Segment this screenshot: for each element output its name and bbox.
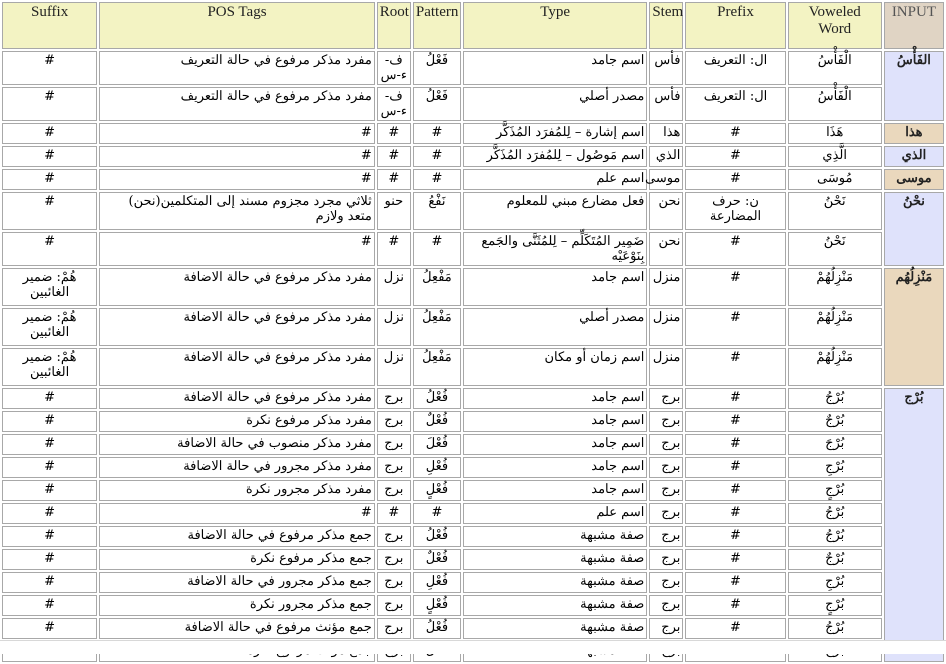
pos-tags-cell: ثلاثي مجرد مجزوم مسند إلى المتكلمين(نحن) متعد ولازم xyxy=(99,192,375,230)
root-cell: # xyxy=(377,503,411,524)
suffix-cell: # xyxy=(2,388,97,409)
pos-tags-cell: مفرد مذكر مرفوع في حالة الاضافة xyxy=(99,268,375,306)
suffix-cell: # xyxy=(2,503,97,524)
header-pos-tags: POS Tags xyxy=(99,2,375,49)
type-cell: مصدر أصلي xyxy=(463,87,647,121)
stem-cell: برج xyxy=(649,411,683,432)
voweled-word-cell: بُرْجَ xyxy=(788,434,882,455)
suffix-cell: # xyxy=(2,595,97,616)
pattern-cell: # xyxy=(413,232,461,266)
pos-tags-cell: جمع مذكر مرفوع في حالة الاضافة xyxy=(99,526,375,547)
type-cell: ضَمِير المُتَكَلِّم – لِلمُثَنَّى والجَمع بِنَوْعَيْه xyxy=(463,232,647,266)
type-cell: صفة مشبهة xyxy=(463,549,647,570)
pattern-cell: # xyxy=(413,146,461,167)
header-prefix: Prefix xyxy=(685,2,785,49)
type-cell: فعل مضارع مبني للمعلوم xyxy=(463,192,647,230)
table-row xyxy=(2,457,944,478)
suffix-cell: هُمْ: ضمير الغائبين xyxy=(2,308,97,346)
voweled-word-cell: الْفَأْسُ xyxy=(788,51,882,85)
table-row xyxy=(2,268,944,306)
prefix-cell: # xyxy=(685,572,785,593)
suffix-cell: # xyxy=(2,618,97,639)
header-suffix: Suffix xyxy=(2,2,97,49)
table-row xyxy=(2,232,944,266)
type-cell: صفة مشبهة xyxy=(463,618,647,639)
voweled-word-cell: مَنْزِلُهُمْ xyxy=(788,348,882,386)
root-cell: نزل xyxy=(377,348,411,386)
suffix-cell: # xyxy=(2,572,97,593)
table-row xyxy=(2,348,944,386)
header-root: Root xyxy=(377,2,411,49)
type-cell: صفة مشبهة xyxy=(463,595,647,616)
root-cell: ف-ء-س xyxy=(377,87,411,121)
voweled-word-cell: بُرْجُ xyxy=(788,503,882,524)
table-row xyxy=(2,146,944,167)
pos-tags-cell: مفرد مذكر مجرور في حالة الاضافة xyxy=(99,457,375,478)
root-cell: برج xyxy=(377,480,411,501)
table-row xyxy=(2,388,944,409)
pos-tags-cell: مفرد مذكر مرفوع نكرة xyxy=(99,411,375,432)
page-bottom-edge xyxy=(0,640,946,654)
suffix-cell: # xyxy=(2,232,97,266)
results-body xyxy=(2,51,944,662)
stem-cell: فأس xyxy=(649,51,683,85)
root-cell: # xyxy=(377,232,411,266)
pos-tags-cell: # xyxy=(99,503,375,524)
pattern-cell: فُعْلٌ xyxy=(413,411,461,432)
stem-cell: نحن xyxy=(649,192,683,230)
type-cell: صفة مشبهة xyxy=(463,572,647,593)
pos-tags-cell: # xyxy=(99,146,375,167)
stem-cell: برج xyxy=(649,457,683,478)
stem-cell: برج xyxy=(649,595,683,616)
stem-cell: منزل xyxy=(649,308,683,346)
pos-tags-cell: مفرد مذكر مرفوع في حالة الاضافة xyxy=(99,388,375,409)
input-word-cell: موسى xyxy=(884,169,944,190)
pos-tags-cell: مفرد مذكر مجرور نكرة xyxy=(99,480,375,501)
pattern-cell: # xyxy=(413,503,461,524)
voweled-word-cell: بُرْجُ xyxy=(788,618,882,639)
suffix-cell: # xyxy=(2,434,97,455)
type-cell: صفة مشبهة xyxy=(463,526,647,547)
stem-cell: برج xyxy=(649,618,683,639)
prefix-cell: # xyxy=(685,268,785,306)
pos-tags-cell: # xyxy=(99,232,375,266)
voweled-word-cell: الْفَأْسُ xyxy=(788,87,882,121)
table-row xyxy=(2,595,944,616)
root-cell: نزل xyxy=(377,268,411,306)
prefix-cell: # xyxy=(685,388,785,409)
pattern-cell: فُعْلٍ xyxy=(413,595,461,616)
suffix-cell: هُمْ: ضمير الغائبين xyxy=(2,268,97,306)
input-word-cell: بُرْج xyxy=(884,388,944,662)
suffix-cell: # xyxy=(2,480,97,501)
prefix-cell: # xyxy=(685,146,785,167)
pattern-cell: فُعْلٍ xyxy=(413,480,461,501)
table-row xyxy=(2,308,944,346)
root-cell: برج xyxy=(377,618,411,639)
suffix-cell: # xyxy=(2,549,97,570)
header-stem: Stem xyxy=(649,2,683,49)
type-cell: اسم جامد xyxy=(463,51,647,85)
table-row xyxy=(2,618,944,639)
table-row xyxy=(2,549,944,570)
voweled-word-cell: بُرْجٌ xyxy=(788,549,882,570)
input-word-cell: مَنْزِلُهُم xyxy=(884,268,944,386)
pattern-cell: فُعْلٌ xyxy=(413,549,461,570)
voweled-word-cell: بُرْجٍ xyxy=(788,595,882,616)
table-row xyxy=(2,480,944,501)
pos-tags-cell: # xyxy=(99,123,375,144)
stem-cell: برج xyxy=(649,388,683,409)
prefix-cell: # xyxy=(685,595,785,616)
table-row xyxy=(2,87,944,121)
pos-tags-cell: جمع مؤنث مرفوع في حالة الاضافة xyxy=(99,618,375,639)
voweled-word-cell: هَذَا xyxy=(788,123,882,144)
root-cell: برج xyxy=(377,457,411,478)
suffix-cell: # xyxy=(2,411,97,432)
pattern-cell: فَعْلُ xyxy=(413,51,461,85)
stem-cell: برج xyxy=(649,549,683,570)
voweled-word-cell: مَنْزِلُهُمْ xyxy=(788,268,882,306)
voweled-word-cell: نَحْنُ xyxy=(788,192,882,230)
suffix-cell: # xyxy=(2,526,97,547)
prefix-cell: ال: التعريف xyxy=(685,87,785,121)
table-row xyxy=(2,572,944,593)
voweled-word-cell: بُرْجِ xyxy=(788,572,882,593)
header-voweled-word: Voweled Word xyxy=(788,2,882,49)
root-cell: برج xyxy=(377,595,411,616)
root-cell: برج xyxy=(377,572,411,593)
pattern-cell: # xyxy=(413,169,461,190)
pattern-cell: مَفْعِلُ xyxy=(413,348,461,386)
pattern-cell: مَفْعِلُ xyxy=(413,308,461,346)
pos-tags-cell: جمع مذكر مجرور نكرة xyxy=(99,595,375,616)
type-cell: اسم زمان أو مكان xyxy=(463,348,647,386)
stem-cell: فأس xyxy=(649,87,683,121)
input-word-cell: نحْنُ xyxy=(884,192,944,266)
type-cell: اسم جامد xyxy=(463,388,647,409)
root-cell: برج xyxy=(377,526,411,547)
prefix-cell: # xyxy=(685,526,785,547)
pos-tags-cell: جمع مذكر مرفوع نكرة xyxy=(99,549,375,570)
stem-cell: برج xyxy=(649,572,683,593)
pattern-cell: فُعْلُ xyxy=(413,618,461,639)
header-type: Type xyxy=(463,2,647,49)
root-cell: # xyxy=(377,123,411,144)
table-row xyxy=(2,123,944,144)
pos-tags-cell: مفرد مذكر مرفوع في حالة الاضافة xyxy=(99,348,375,386)
pattern-cell: فُعْلِ xyxy=(413,457,461,478)
table-row xyxy=(2,51,944,85)
root-cell: نزل xyxy=(377,308,411,346)
pattern-cell: # xyxy=(413,123,461,144)
prefix-cell: # xyxy=(685,549,785,570)
stem-cell: برج xyxy=(649,434,683,455)
stem-cell: برج xyxy=(649,503,683,524)
pos-tags-cell: مفرد مذكر مرفوع في حالة التعريف xyxy=(99,51,375,85)
table-row xyxy=(2,434,944,455)
prefix-cell: # xyxy=(685,308,785,346)
prefix-cell: # xyxy=(685,348,785,386)
table-row xyxy=(2,411,944,432)
root-cell: # xyxy=(377,146,411,167)
prefix-cell: # xyxy=(685,480,785,501)
prefix-cell: # xyxy=(685,618,785,639)
pos-tags-cell: مفرد مذكر منصوب في حالة الاضافة xyxy=(99,434,375,455)
pattern-cell: فُعْلَ xyxy=(413,434,461,455)
pos-tags-cell: مفرد مذكر مرفوع في حالة الاضافة xyxy=(99,308,375,346)
prefix-cell: ال: التعريف xyxy=(685,51,785,85)
prefix-cell: # xyxy=(685,434,785,455)
type-cell: مصدر أصلي xyxy=(463,308,647,346)
pattern-cell: فُعْلِ xyxy=(413,572,461,593)
suffix-cell: # xyxy=(2,146,97,167)
stem-cell: الذي xyxy=(649,146,683,167)
stem-cell: منزل xyxy=(649,268,683,306)
type-cell: اسم إشارة – لِلمُفرَد المُذَكَّر xyxy=(463,123,647,144)
root-cell: برج xyxy=(377,388,411,409)
root-cell: # xyxy=(377,169,411,190)
pos-tags-cell: مفرد مذكر مرفوع في حالة التعريف xyxy=(99,87,375,121)
stem-cell: منزل xyxy=(649,348,683,386)
prefix-cell: # xyxy=(685,169,785,190)
voweled-word-cell: نَحْنُ xyxy=(788,232,882,266)
pattern-cell: فُعْلُ xyxy=(413,388,461,409)
input-word-cell: هذا xyxy=(884,123,944,144)
prefix-cell: # xyxy=(685,503,785,524)
table-row xyxy=(2,503,944,524)
suffix-cell: # xyxy=(2,192,97,230)
prefix-cell: ن: حرف المضارعة xyxy=(685,192,785,230)
type-cell: اسم جامد xyxy=(463,480,647,501)
pattern-cell: مَفْعِلُ xyxy=(413,268,461,306)
pos-tags-cell: جمع مذكر مجرور في حالة الاضافة xyxy=(99,572,375,593)
input-word-cell: الذي xyxy=(884,146,944,167)
suffix-cell: # xyxy=(2,87,97,121)
root-cell: برج xyxy=(377,411,411,432)
stem-cell: برج xyxy=(649,526,683,547)
voweled-word-cell: بُرْجُ xyxy=(788,526,882,547)
type-cell: اسم جامد xyxy=(463,268,647,306)
suffix-cell: # xyxy=(2,457,97,478)
stem-cell: موسى xyxy=(649,169,683,190)
prefix-cell: # xyxy=(685,123,785,144)
suffix-cell: هُمْ: ضمير الغائبين xyxy=(2,348,97,386)
header-input: INPUT xyxy=(884,2,944,49)
root-cell: برج xyxy=(377,549,411,570)
type-cell: اسم جامد xyxy=(463,457,647,478)
voweled-word-cell: بُرْجِ xyxy=(788,457,882,478)
voweled-word-cell: بُرْجُ xyxy=(788,388,882,409)
root-cell: ف-ء-س xyxy=(377,51,411,85)
suffix-cell: # xyxy=(2,123,97,144)
table-row xyxy=(2,192,944,230)
type-cell: اسم علم xyxy=(463,503,647,524)
suffix-cell: # xyxy=(2,51,97,85)
stem-cell: نحن xyxy=(649,232,683,266)
pattern-cell: نَفْعُ xyxy=(413,192,461,230)
table-row xyxy=(2,169,944,190)
type-cell: اسم جامد xyxy=(463,434,647,455)
table-row xyxy=(2,526,944,547)
voweled-word-cell: مَنْزِلُهُمْ xyxy=(788,308,882,346)
stem-cell: هذا xyxy=(649,123,683,144)
input-word-cell: الفَأْسُ xyxy=(884,51,944,121)
voweled-word-cell: الَّذِي xyxy=(788,146,882,167)
suffix-cell: # xyxy=(2,169,97,190)
pattern-cell: فُعْلُ xyxy=(413,526,461,547)
voweled-word-cell: بُرْجٌ xyxy=(788,411,882,432)
voweled-word-cell: مُوسَى xyxy=(788,169,882,190)
type-cell: اسم مَوصُول – لِلمُفرَد المُذَكَّر xyxy=(463,146,647,167)
type-cell: اسم علم xyxy=(463,169,647,190)
prefix-cell: # xyxy=(685,411,785,432)
pos-tags-cell: # xyxy=(99,169,375,190)
root-cell: حنو xyxy=(377,192,411,230)
stem-cell: برج xyxy=(649,480,683,501)
header-row xyxy=(2,2,944,49)
root-cell: برج xyxy=(377,434,411,455)
header-pattern: Pattern xyxy=(413,2,461,49)
prefix-cell: # xyxy=(685,232,785,266)
prefix-cell: # xyxy=(685,457,785,478)
type-cell: اسم جامد xyxy=(463,411,647,432)
voweled-word-cell: بُرْجٍ xyxy=(788,480,882,501)
pattern-cell: فَعْلُ xyxy=(413,87,461,121)
